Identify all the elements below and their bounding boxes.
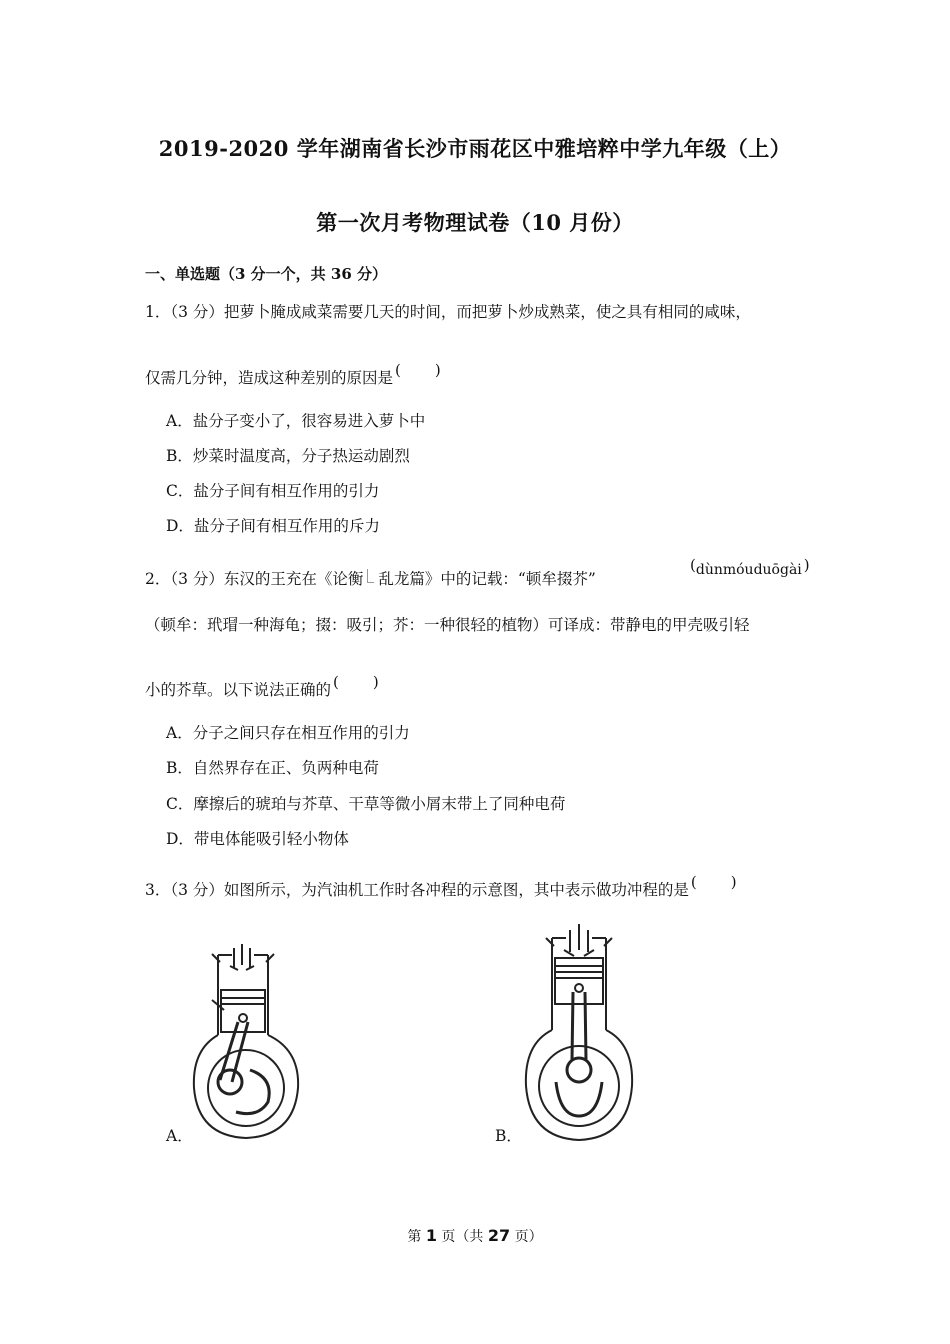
question-2-stem-end: 小的芥草。以下说法正确的 <box>145 681 332 699</box>
question-2-text-part1: 2．（3 分）东汉的王充在《论衡 <box>145 570 364 588</box>
question-2-option-d: D．带电体能吸引轻小物体 <box>166 830 349 848</box>
question-1-text-line2 <box>145 361 441 388</box>
engine-diagram-a <box>190 940 310 1150</box>
figure-a-label: A． <box>166 1127 193 1145</box>
question-2-text-line3 <box>145 673 379 700</box>
question-3-text-line1 <box>145 873 737 900</box>
answer-blank: ( ) <box>690 873 737 891</box>
footer-suffix: 页） <box>510 1229 543 1245</box>
question-3-stem: 3．（3 分）如图所示，为汽油机工作时各冲程的示意图，其中表示做功冲程的是 <box>145 881 689 899</box>
question-2-text-part2: 乱龙篇》中的记载：“顿牟掇芥” <box>378 570 596 588</box>
question-1-option-d: D．盐分子间有相互作用的斥力 <box>166 517 380 535</box>
separator-glyph <box>367 569 374 583</box>
page-number: 1 <box>425 1226 437 1245</box>
section-heading: 一、单选题（3 分一个，共 36 分） <box>145 265 387 283</box>
total-pages: 27 <box>487 1226 511 1245</box>
question-2-option-c: C．摩擦后的琥珀与芥草、干草等微小屑末带上了同种电荷 <box>166 795 566 813</box>
figure-b-label: B． <box>495 1127 522 1145</box>
question-1-option-c: C．盐分子间有相互作用的引力 <box>166 482 380 500</box>
engine-diagram-b <box>520 920 640 1150</box>
question-1-option-a: A．盐分子变小了，很容易进入萝卜中 <box>166 412 426 430</box>
question-2-option-b: B．自然界存在正、负两种电荷 <box>166 759 379 777</box>
footer-middle: 页（共 <box>436 1229 488 1245</box>
answer-blank: ( ) <box>333 673 379 691</box>
question-2-text-line1 <box>145 567 596 589</box>
exam-title-line2: 第一次月考物理试卷（10 月份） <box>316 210 634 235</box>
question-1-text-line1: 1．（3 分）把萝卜腌成咸菜需要几天的时间，而把萝卜炒成熟菜，使之具有相同的咸味， <box>145 303 751 321</box>
exam-title-line1: 2019-2020 学年湖南省长沙市雨花区中雅培粹中学九年级（上） <box>158 136 792 161</box>
answer-blank: ( ) <box>395 361 441 379</box>
question-2-text-line2: （顿牟：玳瑁一种海龟；掇：吸引；芥：一种很轻的植物）可译成：带静电的甲壳吸引轻 <box>145 616 750 634</box>
page-footer <box>0 1226 950 1246</box>
question-1-stem-end: 仅需几分钟，造成这种差别的原因是 <box>145 369 394 387</box>
question-1-option-b: B．炒菜时温度高，分子热运动剧烈 <box>166 447 410 465</box>
question-2-pinyin: (dùnmóuduōgài ) <box>690 556 810 578</box>
footer-prefix: 第 <box>407 1229 426 1245</box>
question-2-option-a: A．分子之间只存在相互作用的引力 <box>166 724 410 742</box>
